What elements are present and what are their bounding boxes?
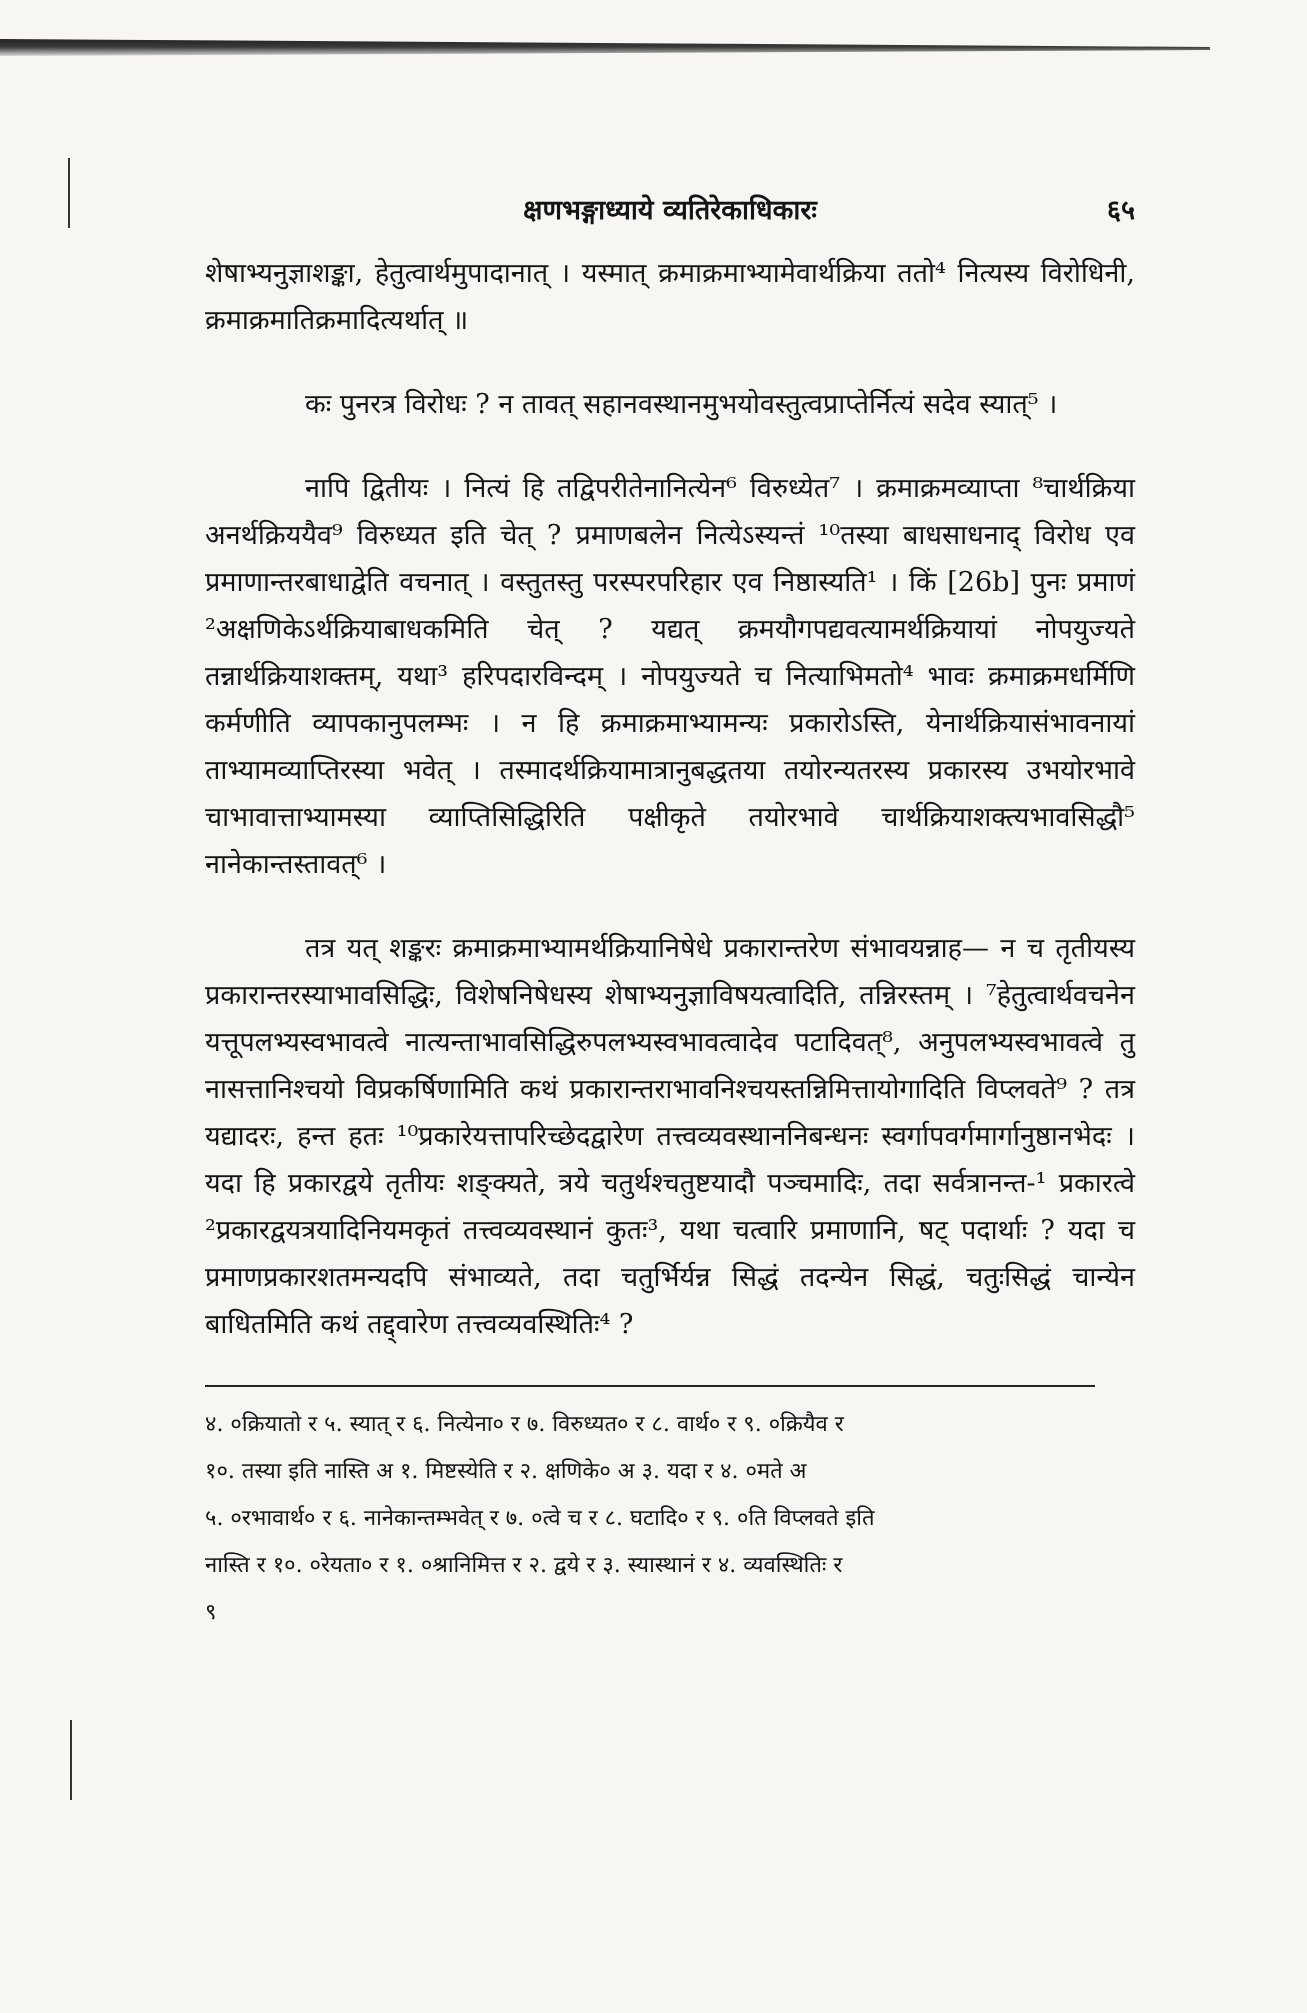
scan-top-edge — [0, 36, 1210, 56]
paragraph: तत्र यत् शङ्करः क्रमाक्रमाभ्यामर्थक्रियानिषेधे प्रकारान्तरेण संभावयन्नाह— न च तृतीयस्य प्रकारान्तरस्याभावसिद्धिः, विशेषनिषेधस्य शेषाभ्यनुज्ञाविषयत्वादिति, तन्निरस्तम् । ⁷हेतुत्वार्थवचनेन यत्तूपलभ्यस्वभावत्वे नात्यन्ताभावसिद्धिरुपलभ्यस्वभावत्वादेव पटादिवत्⁸, अनुपलभ्यस्वभावत्वे तु नासत्तानिश्चयो विप्रकर्षिणामिति कथं प्रकारान्तराभावनिश्चयस्तन्निमित्तायोगादिति विप्लवते⁹ ? तत्र यद्यादरः, हन्त हतः ¹⁰प्रकारेयत्तापरिच्छेदद्वारेण तत्त्वव्यवस्थाननिबन्धनः स्वर्गापवर्गमार्गानुष्ठानभेदः । यदा हि प्रकारद्वये तृतीयः शङ्क्यते, त्रये चतुर्थश्चतुष्टयादौ पञ्चमादिः, तदा सर्वत्रानन्त-¹ प्रकारत्वे ²प्रकारद्वयत्रयादिनियमकृतं तत्त्वव्यवस्थानं कुतः³, यथा चत्वारि प्रमाणानि, षट् पदार्थाः ? यदा च प्रमाणप्रकारशतमन्यदपि संभाव्यते, तदा चतुर्भिर्यन्न सिद्धं तदन्येन सिद्धं, चतुःसिद्धं चान्येन बाधितमिति कथं तद्द्वारेण तत्त्वव्यवस्थितिः⁴ ? — [205, 933, 1135, 1340]
footnote-line: ४. ०क्रियातो र ५. स्यात् र ६. नित्येना० र ७. विरुध्यत० र ८. वार्थ० र ९. ०क्रियैव र — [205, 1412, 844, 1437]
footnote-line: १०. तस्या इति नास्ति अ १. मिष्टस्येति र २. क्षणिके० अ ३. यदा र ४. ०मते अ — [205, 1459, 807, 1484]
paragraph: शेषाभ्यनुज्ञाशङ्का, हेतुत्वार्थमुपादानात् । यस्मात् क्रमाक्रमाभ्यामेवार्थक्रिया ततो⁴ नित्यस्य विरोधिनी, क्रमाक्रमातिक्रमादित्यर्थात् ॥ — [205, 258, 1135, 336]
running-head — [205, 190, 1135, 240]
margin-mark — [68, 158, 70, 228]
signature-mark: ९ — [205, 1600, 217, 1625]
page-number: ६५ — [1106, 195, 1135, 226]
paragraph: नापि द्वितीयः । नित्यं हि तद्विपरीतेनानित्येन⁶ विरुध्येत⁷ । क्रमाक्रमव्याप्ता ⁸चार्थक्रिया अनर्थक्रिययैव⁹ विरुध्यत इति चेत् ? प्रमाणबलेन नित्येऽस्यन्तं ¹⁰तस्या बाधसाधनाद् विरोध एव प्रमाणान्तरबाधाद्वेति वचनात् । वस्तुतस्तु परस्परपरिहार एव निष्ठास्यति¹ । किं [26b] पुनः प्रमाणं ²अक्षणिकेऽर्थक्रियाबाधकमिति चेत् ? यद्यत् क्रमयौगपद्यवत्यामर्थक्रियायां नोपयुज्यते तन्नार्थक्रियाशक्तम्, यथा³ हरिपदारविन्दम् । नोपयुज्यते च नित्याभिमतो⁴ भावः क्रमाक्रमधर्मिणि कर्मणीति व्यापकानुपलम्भः । न हि क्रमाक्रमाभ्यामन्यः प्रकारोऽस्ति, येनार्थक्रियासंभावनायां ताभ्यामव्याप्तिरस्या भवेत् । तस्मादर्थक्रियामात्रानुबद्धतया तयोरन्यतरस्य प्रकारस्य उभयोरभावे चाभावात्ताभ्यामस्या व्याप्तिसिद्धिरिति पक्षीकृते तयोरभावे चार्थक्रियाशक्त्यभावसिद्धौ⁵ नानेकान्तस्तावत्⁶ । — [205, 473, 1135, 880]
footnote-rule — [205, 1385, 1095, 1387]
running-title: क्षणभङ्गाध्याये व्यतिरेकाधिकारः — [523, 195, 817, 226]
footnote-line: नास्ति र १०. ०रेयता० र १. ०श्रानिमित्त र २. द्वये र ३. स्यास्थानं र ४. व्यवस्थितिः र — [205, 1553, 843, 1578]
footnotes — [205, 1401, 1135, 1636]
margin-mark — [70, 1720, 72, 1800]
paragraph: कः पुनरत्र विरोधः ? न तावत् सहानवस्थानमुभयोवस्तुत्वप्राप्तेर्नित्यं सदेव स्यात्⁵ । — [305, 389, 1058, 420]
document-page — [205, 190, 1135, 1636]
footnote-line: ५. ०रभावार्थ० र ६. नानेकान्तम्भवेत् र ७. ०त्वे च र ८. घटादि० र ९. ०ति विप्लवते इति — [205, 1506, 875, 1531]
